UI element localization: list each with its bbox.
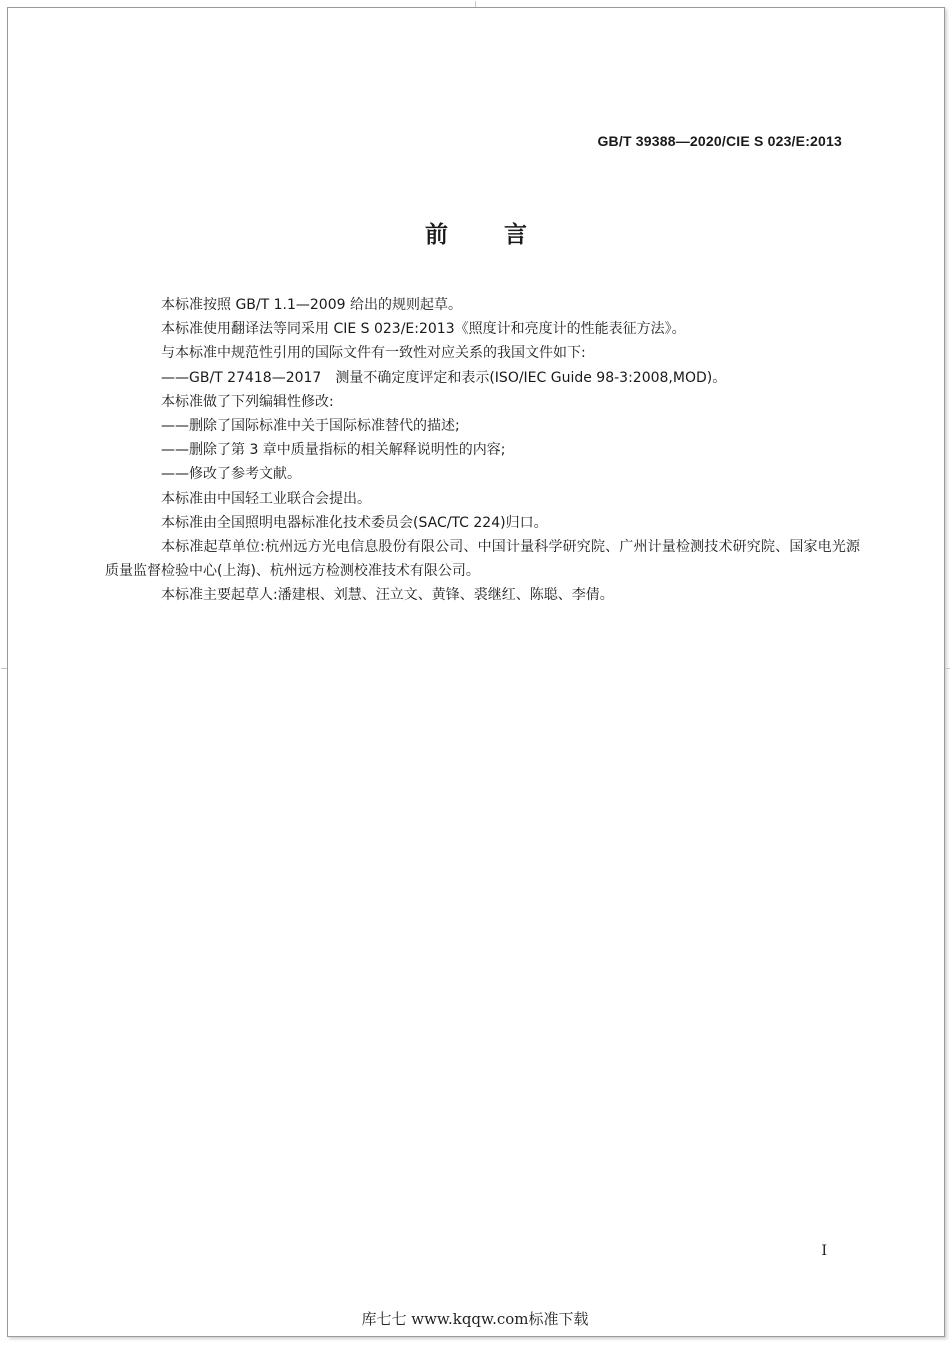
document-page — [7, 7, 945, 1337]
crop-mark-right — [945, 668, 950, 669]
standard-number: GB/T 39388—2020/CIE S 023/E:2013 — [597, 133, 842, 149]
list-item: ——GB/T 27418—2017 测量不确定度评定和表示(ISO/IEC Guide 98-3:2008,MOD)。 — [161, 369, 727, 386]
page-number: I — [821, 1243, 827, 1259]
crop-mark-top — [475, 1, 476, 7]
paragraph: 本标准起草单位:杭州远方光电信息股份有限公司、中国计量科学研究院、广州计量检测技术研究院、国家电光源质量监督检验中心(上海)、杭州远方检测校准技术有限公司。 — [105, 539, 860, 580]
foreword-body — [105, 293, 860, 608]
paragraph: 本标准主要起草人:潘建根、刘慧、汪立文、黄锋、裘继红、陈聪、李倩。 — [161, 587, 614, 604]
list-item: ——删除了第 3 章中质量指标的相关解释说明性的内容; — [161, 442, 506, 459]
paragraph: 本标准按照 GB/T 1.1—2009 给出的规则起草。 — [161, 297, 462, 313]
paragraph: 本标准由全国照明电器标准化技术委员会(SAC/TC 224)归口。 — [161, 514, 548, 531]
crop-mark-left — [1, 668, 7, 669]
paragraph: 与本标准中规范性引用的国际文件有一致性对应关系的我国文件如下: — [161, 345, 586, 362]
page-title: 前言 — [425, 222, 583, 248]
list-item: ——修改了参考文献。 — [161, 466, 301, 483]
paragraph: 本标准做了下列编辑性修改: — [161, 393, 334, 410]
list-item: ——删除了国际标准中关于国际标准替代的描述; — [161, 418, 460, 435]
paragraph: 本标准由中国轻工业联合会提出。 — [161, 490, 371, 507]
paragraph: 本标准使用翻译法等同采用 CIE S 023/E:2013《照度计和亮度计的性能表征方法》。 — [161, 321, 686, 338]
footer-watermark: 库七七 www.kqqw.com标准下载 — [361, 1310, 589, 1328]
